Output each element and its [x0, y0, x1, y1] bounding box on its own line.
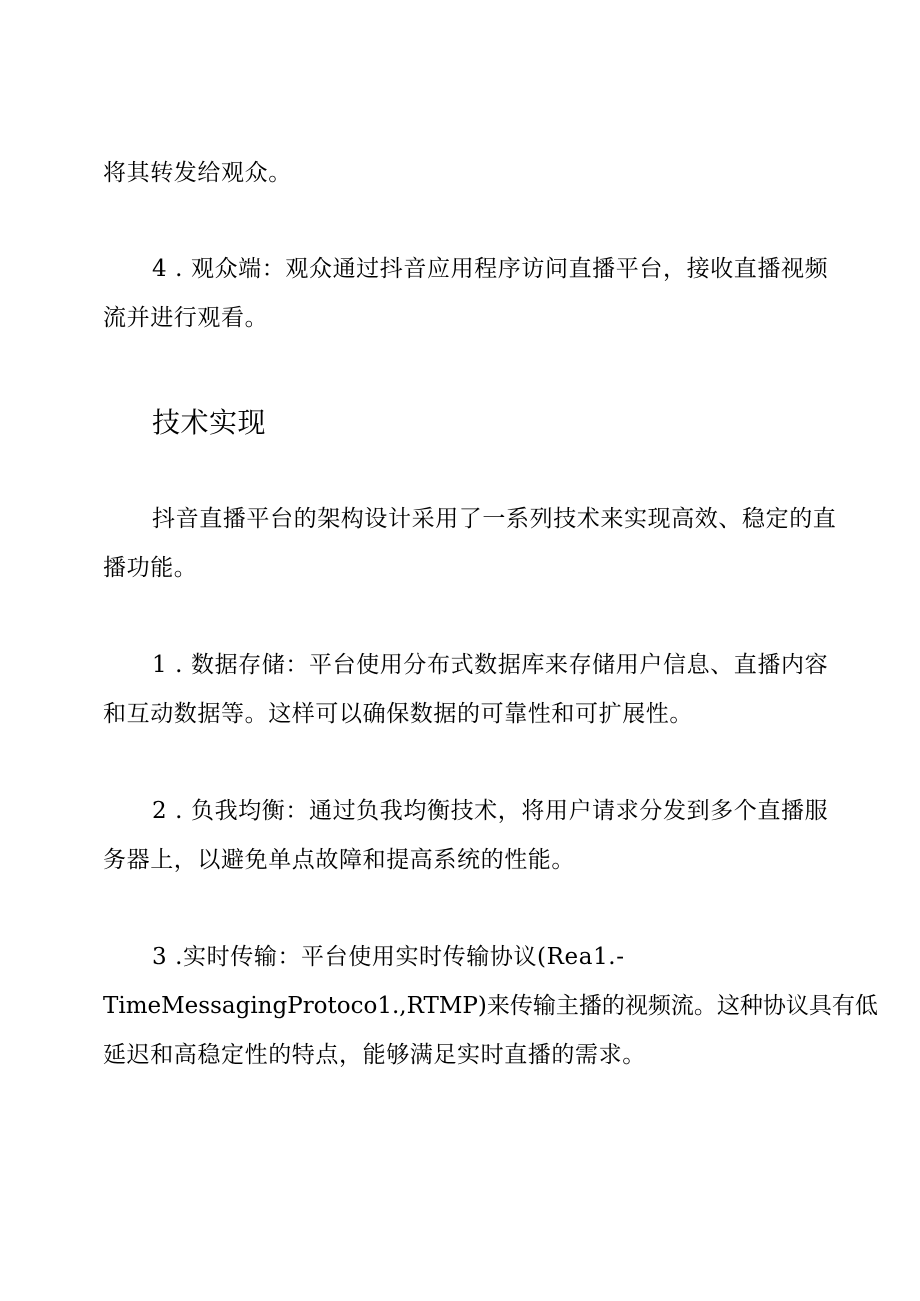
tech-item-3-line-2: TimeMessagingProtoco1.,RTMP)来传输主播的视频流。这种协议具有低	[103, 993, 878, 1019]
tech-item-2-line-2: 务器上，以避免单点故障和提高系统的性能。	[103, 847, 575, 873]
tech-item-2-line-1: 2 . 负我均衡：通过负我均衡技术，将用户请求分发到多个直播服	[152, 798, 829, 824]
intro-paragraph-line-1: 抖音直播平台的架构设计采用了一系列技术来实现高效、稳定的直	[152, 506, 837, 532]
intro-paragraph-line-2: 播功能。	[103, 555, 198, 581]
section-heading: 技术实现	[152, 406, 267, 439]
tech-item-1-line-1: 1 . 数据存储：平台使用分布式数据库来存储用户信息、直播内容	[152, 652, 829, 678]
tech-item-3-line-3: 延迟和高稳定性的特点，能够满足实时直播的需求。	[103, 1042, 646, 1068]
list-item-4-line-2: 流并进行观看。	[103, 305, 269, 331]
tech-item-1-line-2: 和互动数据等。这样可以确保数据的可靠性和可扩展性。	[103, 701, 693, 727]
paragraph-line-continuation: 将其转发给观众。	[103, 160, 292, 186]
list-item-4-line-1: 4 . 观众端：观众通过抖音应用程序访问直播平台，接收直播视频	[152, 256, 829, 282]
tech-item-3-line-1: 3 .实时传输：平台使用实时传输协议(Rea1.-	[152, 944, 625, 970]
